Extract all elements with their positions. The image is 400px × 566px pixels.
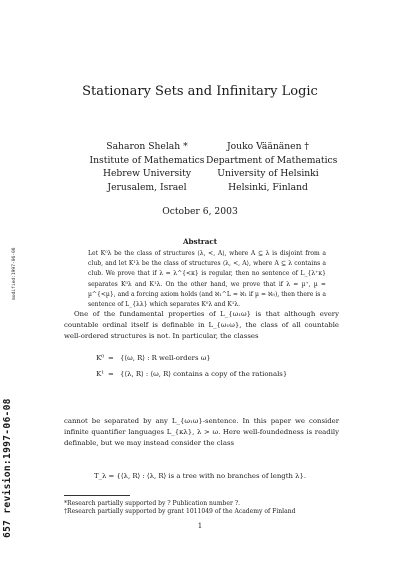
author-affiliation: Department of Mathematics — [206, 154, 338, 166]
author-affiliation: University of Helsinki — [217, 168, 319, 179]
paper-date: October 6, 2003 — [162, 206, 238, 217]
sidebar-modified-stamp: modified:1997-06-08 — [12, 247, 17, 300]
author-name: Jouko Väänänen † — [226, 141, 310, 152]
sidebar-revision-stamp: 657 revision:1997-06-08 — [2, 398, 13, 538]
body-paragraph: cannot be separated by any L_{ω₁ω}-sentence. In this paper we consider infinite quantifier languages L_{κλ}, λ > ω. Here well-foundedness is readily definable, but we may instead consider the class — [64, 417, 339, 447]
equation-k0 — [64, 354, 339, 365]
footnote-rule — [64, 495, 130, 496]
abstract-heading: Abstract — [182, 237, 218, 246]
footnote-2: †Research partially supported by grant 1011049 of the Academy of Finland — [64, 508, 296, 515]
page-number: 1 — [197, 522, 203, 530]
equation-rhs: {⟨ω, R⟩ : R well-orders ω} — [120, 354, 211, 362]
equation-tree-class: T_λ = {⟨λ, R⟩ : ⟨λ, R⟩ is a tree with no branches of length λ}. — [93, 472, 307, 480]
author-block-2 — [206, 140, 338, 194]
body-paragraph: One of the fundamental properties of L_{ω₁ω} is that although every countable ordinal itself is definable in L_{ω₁ω}, the class of all countable well-ordered structures is not. In particular, the classes — [64, 310, 339, 340]
footnotes — [64, 500, 339, 516]
equation-relation: = — [108, 370, 114, 378]
author-affiliation: Hebrew University — [102, 168, 192, 179]
equation-lhs: K¹ — [96, 370, 104, 378]
author-affiliation: Jerusalem, Israel — [107, 181, 187, 193]
equation-relation: = — [108, 354, 114, 362]
author-affiliation: Institute of Mathematics — [89, 154, 205, 166]
footnote-1: *Research partially supported by ? Publication number ?. — [64, 500, 240, 507]
author-affiliation: Helsinki, Finland — [228, 181, 308, 193]
equation-lhs: K⁰ — [96, 354, 104, 362]
abstract-text: Let K⁰λ be the class of structures ⟨λ, <, A⟩, where A ⊆ λ is disjoint from a club, and let K¹λ be the class of structures ⟨λ, <, A⟩, where A ⊆ λ contains a club. We prove that if λ = λ^{<κ} is regular, then no sentence of L_{λ⁺κ} separates K⁰λ and K¹λ. On the other hand, we prove that if λ = µ⁺, µ = µ^{<µ}, and a forcing axiom holds (and ℵ₁^L = ℵ₁ if µ = ℵ₀), then there is a sentence of L_{λλ} which separates K⁰λ and K¹λ. — [88, 250, 326, 309]
equation-rhs: {⟨λ, R⟩ : ⟨ω, R⟩ contains a copy of the rationals} — [120, 370, 288, 378]
paper-title: Stationary Sets and Infinitary Logic — [82, 84, 318, 99]
author-name: Saharon Shelah * — [106, 141, 188, 152]
author-block-1 — [88, 140, 206, 194]
equation-k1 — [64, 370, 339, 381]
